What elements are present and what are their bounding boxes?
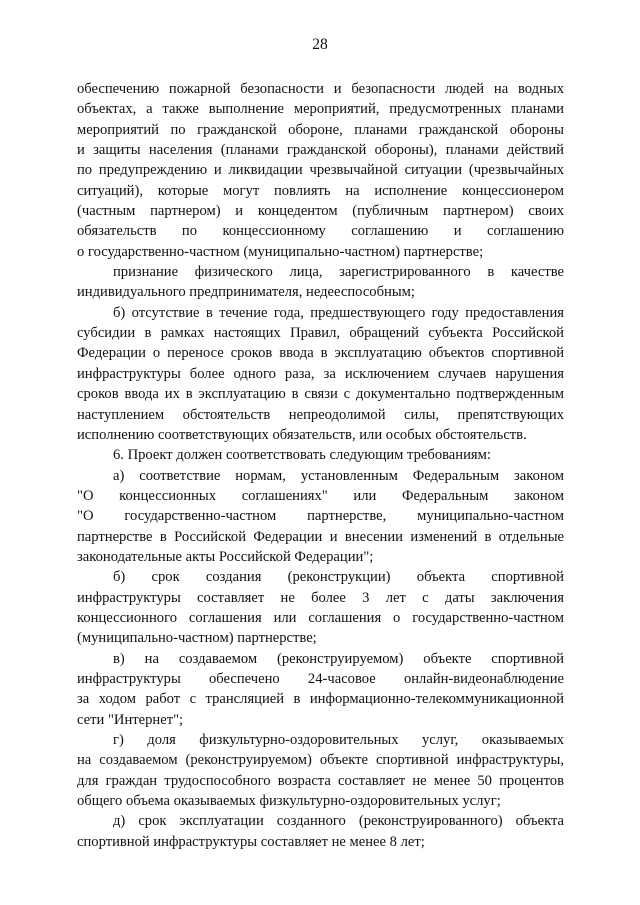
document-body — [77, 79, 564, 852]
text-line: ситуаций), которые могут повлиять на исполнение концессионером — [77, 182, 564, 199]
text-line: концессионного соглашения или соглашения о государственно-частном — [77, 609, 564, 626]
text-line: д) срок эксплуатации созданного (реконструированного) объекта — [113, 813, 564, 830]
text-line: в) на создаваемом (реконструируемом) объекте спортивной — [113, 650, 564, 667]
text-line: а) соответствие нормам, установленным Федеральным законом — [113, 467, 564, 484]
text-line: 6. Проект должен соответствовать следующим требованиям: — [113, 447, 491, 464]
text-line: обязательств по концессионному соглашению и соглашению — [77, 223, 564, 240]
text-line: г) доля физкультурно-оздоровительных услуг, оказываемых — [113, 732, 564, 748]
text-line: для граждан трудоспособного возраста составляет не менее 50 процентов — [77, 772, 564, 789]
text-line: законодательные акты Российской Федерации"; — [77, 548, 374, 565]
text-line: общего объема оказываемых физкультурно-оздоровительных услуг; — [77, 793, 501, 810]
text-line: (частным партнером) и концедентом (публичным партнером) своих — [77, 203, 564, 220]
text-line: обеспечению пожарной безопасности и безопасности людей на водных — [77, 81, 564, 97]
text-line: за ходом работ с трансляцией в информационно-телекоммуникационной — [77, 691, 564, 708]
text-line: инфраструктуры обеспечено 24-часовое онлайн-видеонаблюдение — [77, 670, 564, 687]
text-line: партнерстве в Российской Федерации и внесении изменений в отдельные — [77, 528, 564, 545]
text-line: наступлением обстоятельств непреодолимой силы, препятствующих — [77, 406, 564, 423]
text-line: признание физического лица, зарегистрированного в качестве — [113, 264, 564, 281]
text-line: "О государственно-частном партнерстве, муниципально-частном — [77, 508, 564, 525]
text-line: инфраструктуры более одного раза, за исключением случаев нарушения — [77, 365, 564, 382]
text-line: Федерации о переносе сроков ввода в эксплуатацию объектов спортивной — [77, 345, 564, 362]
text-line: объектах, а также выполнение мероприятий, предусмотренных планами — [77, 101, 564, 118]
text-line: "О концессионных соглашениях" или Федеральным законом — [77, 487, 564, 504]
text-line: б) срок создания (реконструкции) объекта спортивной — [113, 569, 564, 586]
text-line: субсидии в рамках настоящих Правил, обращений субъекта Российской — [77, 325, 564, 342]
text-line: индивидуального предпринимателя, недееспособным; — [77, 284, 415, 301]
text-line: спортивной инфраструктуры составляет не менее 8 лет; — [77, 833, 425, 850]
text-line: по предупреждению и ликвидации чрезвычайной ситуации (чрезвычайных — [77, 162, 564, 179]
text-line: б) отсутствие в течение года, предшествующего году предоставления — [113, 304, 564, 321]
text-line: (муниципально-частном) партнерстве; — [77, 630, 317, 647]
text-line: мероприятий по гражданской обороне, планами гражданской обороны — [77, 121, 564, 138]
text-line: на создаваемом (реконструируемом) объекте спортивной инфраструктуры, — [77, 752, 564, 769]
text-line: инфраструктуры составляет не более 3 лет с даты заключения — [77, 589, 564, 606]
text-line: о государственно-частном (муниципально-частном) партнерстве; — [77, 243, 484, 260]
page-number: 28 — [312, 36, 328, 53]
text-line: сроков ввода их в эксплуатацию в связи с документально подтвержденным — [77, 386, 564, 403]
text-line: и защиты населения (планами гражданской обороны), планами действий — [77, 142, 564, 159]
text-line: исполнению соответствующих обязательств, или особых обстоятельств. — [77, 426, 527, 443]
text-line: сети "Интернет"; — [77, 711, 184, 728]
